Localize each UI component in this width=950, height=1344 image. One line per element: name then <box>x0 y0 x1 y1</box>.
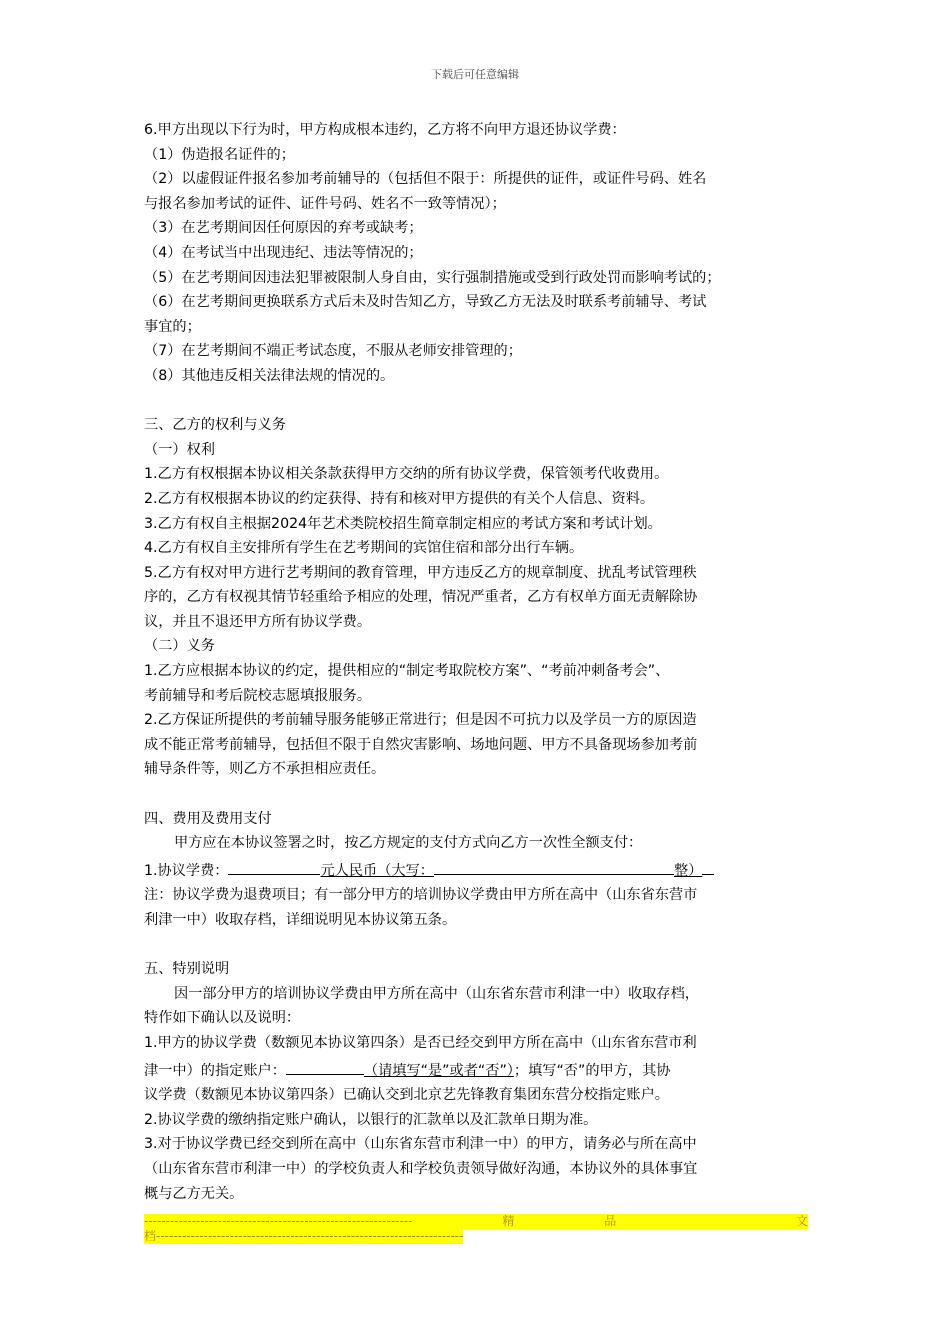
fee-label: 1.协议学费： <box>144 862 229 879</box>
spacer <box>144 782 808 807</box>
special-1-confirm <box>144 1056 808 1084</box>
fee-amount-blank <box>228 856 320 875</box>
right-1: 1.乙方有权根据本协议相关条款获得甲方交纳的所有协议学费，保管领考代收费用。 <box>144 466 669 483</box>
right-2: 2.乙方有权根据本协议的约定获得、持有和核对甲方提供的有关个人信息、资料。 <box>144 490 655 507</box>
page-header: 下载后可任意编辑 <box>431 68 519 81</box>
duty-1-cont: 考前辅导和考后院校志愿填报服务。 <box>144 687 372 704</box>
section-4-heading: 四、费用及费用支付 <box>144 810 272 827</box>
confirm-blank <box>286 1056 364 1075</box>
clause-6-item-6-cont: 事宜的； <box>144 318 201 335</box>
clause-6-item-6: （6）在艺考期间更换联系方式后未及时告知乙方，导致乙方无法及时联系考前辅导、考试 <box>144 294 707 311</box>
footer-word-2: 品 <box>604 1214 617 1228</box>
confirm-suffix: ；填写“否”的甲方，其协 <box>513 1062 671 1079</box>
clause-6-item-1: （1）伪造报名证件的； <box>144 146 295 163</box>
duty-2: 2.乙方保证所提供的考前辅导服务能够正常进行；但是因不可抗力以及学员一方的原因造 <box>144 712 697 729</box>
footer-band-line-2: 档----------------------------------------------------------------------- <box>144 1229 464 1243</box>
section-5-heading: 五、特别说明 <box>144 961 230 978</box>
footer-band-line-1 <box>144 1214 808 1229</box>
fee-note: 注：协议学费为退费项目；有一部分甲方的培训协议学费由甲方所在高中（山东省东营市 <box>144 887 698 904</box>
clause-6-item-2: （2）以虚假证件报名参加考前辅导的（包括但不限于：所提供的证件，或证件号码、姓名 <box>144 171 707 188</box>
document-body <box>144 118 808 1206</box>
fee-suffix: 整） <box>674 862 703 879</box>
clause-6-item-5: （5）在艺考期间因违法犯罪被限制人身自由，实行强制措施或受到行政处罚而影响考试的； <box>144 269 721 286</box>
clause-6-item-8: （8）其他违反相关法律法规的情况的。 <box>144 367 395 384</box>
clause-6-item-7: （7）在艺考期间不端正考试态度，不服从老师安排管理的； <box>144 343 522 360</box>
special-3-cont-2: 概与乙方无关。 <box>144 1185 244 1202</box>
section-3-heading: 三、乙方的权利与义务 <box>144 417 286 434</box>
fee-trailing-blank <box>702 856 714 875</box>
clause-6-intro: 6.甲方出现以下行为时，甲方构成根本违约，乙方将不向甲方退还协议学费： <box>144 122 626 138</box>
special-3: 3.对于协议学费已经交到所在高中（山东省东营市利津一中）的甲方，请务必与所在高中 <box>144 1136 697 1153</box>
fee-currency-label: 元人民币（大写： <box>320 862 434 879</box>
clause-6-item-2-cont: 与报名参加考试的证件、证件号码、姓名不一致等情况）； <box>144 195 506 212</box>
footer-word-3: 文 <box>795 1214 808 1228</box>
right-5-cont: 序的，乙方有权视其情节轻重给予相应的处理，情况严重者，乙方有权单方面无责解除协 <box>144 589 698 606</box>
footer-dashes: -------------------------------------------------------------- <box>144 1214 413 1228</box>
fee-line <box>144 856 808 884</box>
duty-1: 1.乙方应根据本协议的约定，提供相应的“制定考取院校方案”、“考前冲刺备考会”、 <box>144 663 670 680</box>
special-2: 2.协议学费的缴纳指定账户确认，以银行的汇款单以及汇款单日期为准。 <box>144 1111 598 1128</box>
special-1-cont: 议学费（数额见本协议第四条）已确认交到北京艺先锋教育集团东营分校指定账户。 <box>144 1087 669 1104</box>
footer-watermark <box>144 1214 808 1244</box>
spacer <box>144 389 808 414</box>
right-5: 5.乙方有权对甲方进行艺考期间的教育管理，甲方违反乙方的规章制度、扰乱考试管理秩 <box>144 564 697 581</box>
clause-6-item-4: （4）在考试当中出现违纪、违法等情况的； <box>144 244 423 261</box>
duty-2-cont: 成不能正常考前辅导，包括但不限于自然灾害影响、场地问题、甲方不具备现场参加考前 <box>144 736 698 753</box>
section-5-intro: 因一部分甲方的培训协议学费由甲方所在高中（山东省东营市利津一中）收取存档， <box>174 985 699 1002</box>
right-3: 3.乙方有权自主根据2024年艺术类院校招生简章制定相应的考试方案和考试计划。 <box>144 515 662 532</box>
confirm-label: 津一中）的指定账户： <box>144 1062 286 1079</box>
right-4: 4.乙方有权自主安排所有学生在艺考期间的宾馆住宿和部分出行车辆。 <box>144 540 584 557</box>
confirm-instruction: （请填写“是”或者“否”） <box>363 1062 514 1079</box>
special-3-cont: （山东省东营市利津一中）的学校负责人和学校负责领导做好沟通，本协议外的具体事宜 <box>144 1160 698 1177</box>
right-5-cont-2: 议，并且不退还甲方所有协议学费。 <box>144 613 372 630</box>
fee-note-cont: 利津一中）收取存档，详细说明见本协议第五条。 <box>144 912 457 928</box>
section-3-rights-heading: （一）权利 <box>144 441 215 458</box>
section-3-duties-heading: （二）义务 <box>144 638 215 655</box>
clause-6-item-3: （3）在艺考期间因任何原因的弃考或缺考； <box>144 220 423 237</box>
payment-intro: 甲方应在本协议签署之时，按乙方规定的支付方式向乙方一次性全额支付： <box>174 835 643 852</box>
spacer <box>144 933 808 958</box>
fee-uppercase-blank <box>434 856 674 875</box>
special-1: 1.甲方的协议学费（数额见本协议第四条）是否已经交到甲方所在高中（山东省东营市利 <box>144 1034 697 1051</box>
section-5-intro-cont: 特作如下确认以及说明： <box>144 1010 301 1027</box>
footer-word-1: 精 <box>502 1214 515 1228</box>
duty-2-cont-2: 辅导条件等，则乙方不承担相应责任。 <box>144 761 386 778</box>
